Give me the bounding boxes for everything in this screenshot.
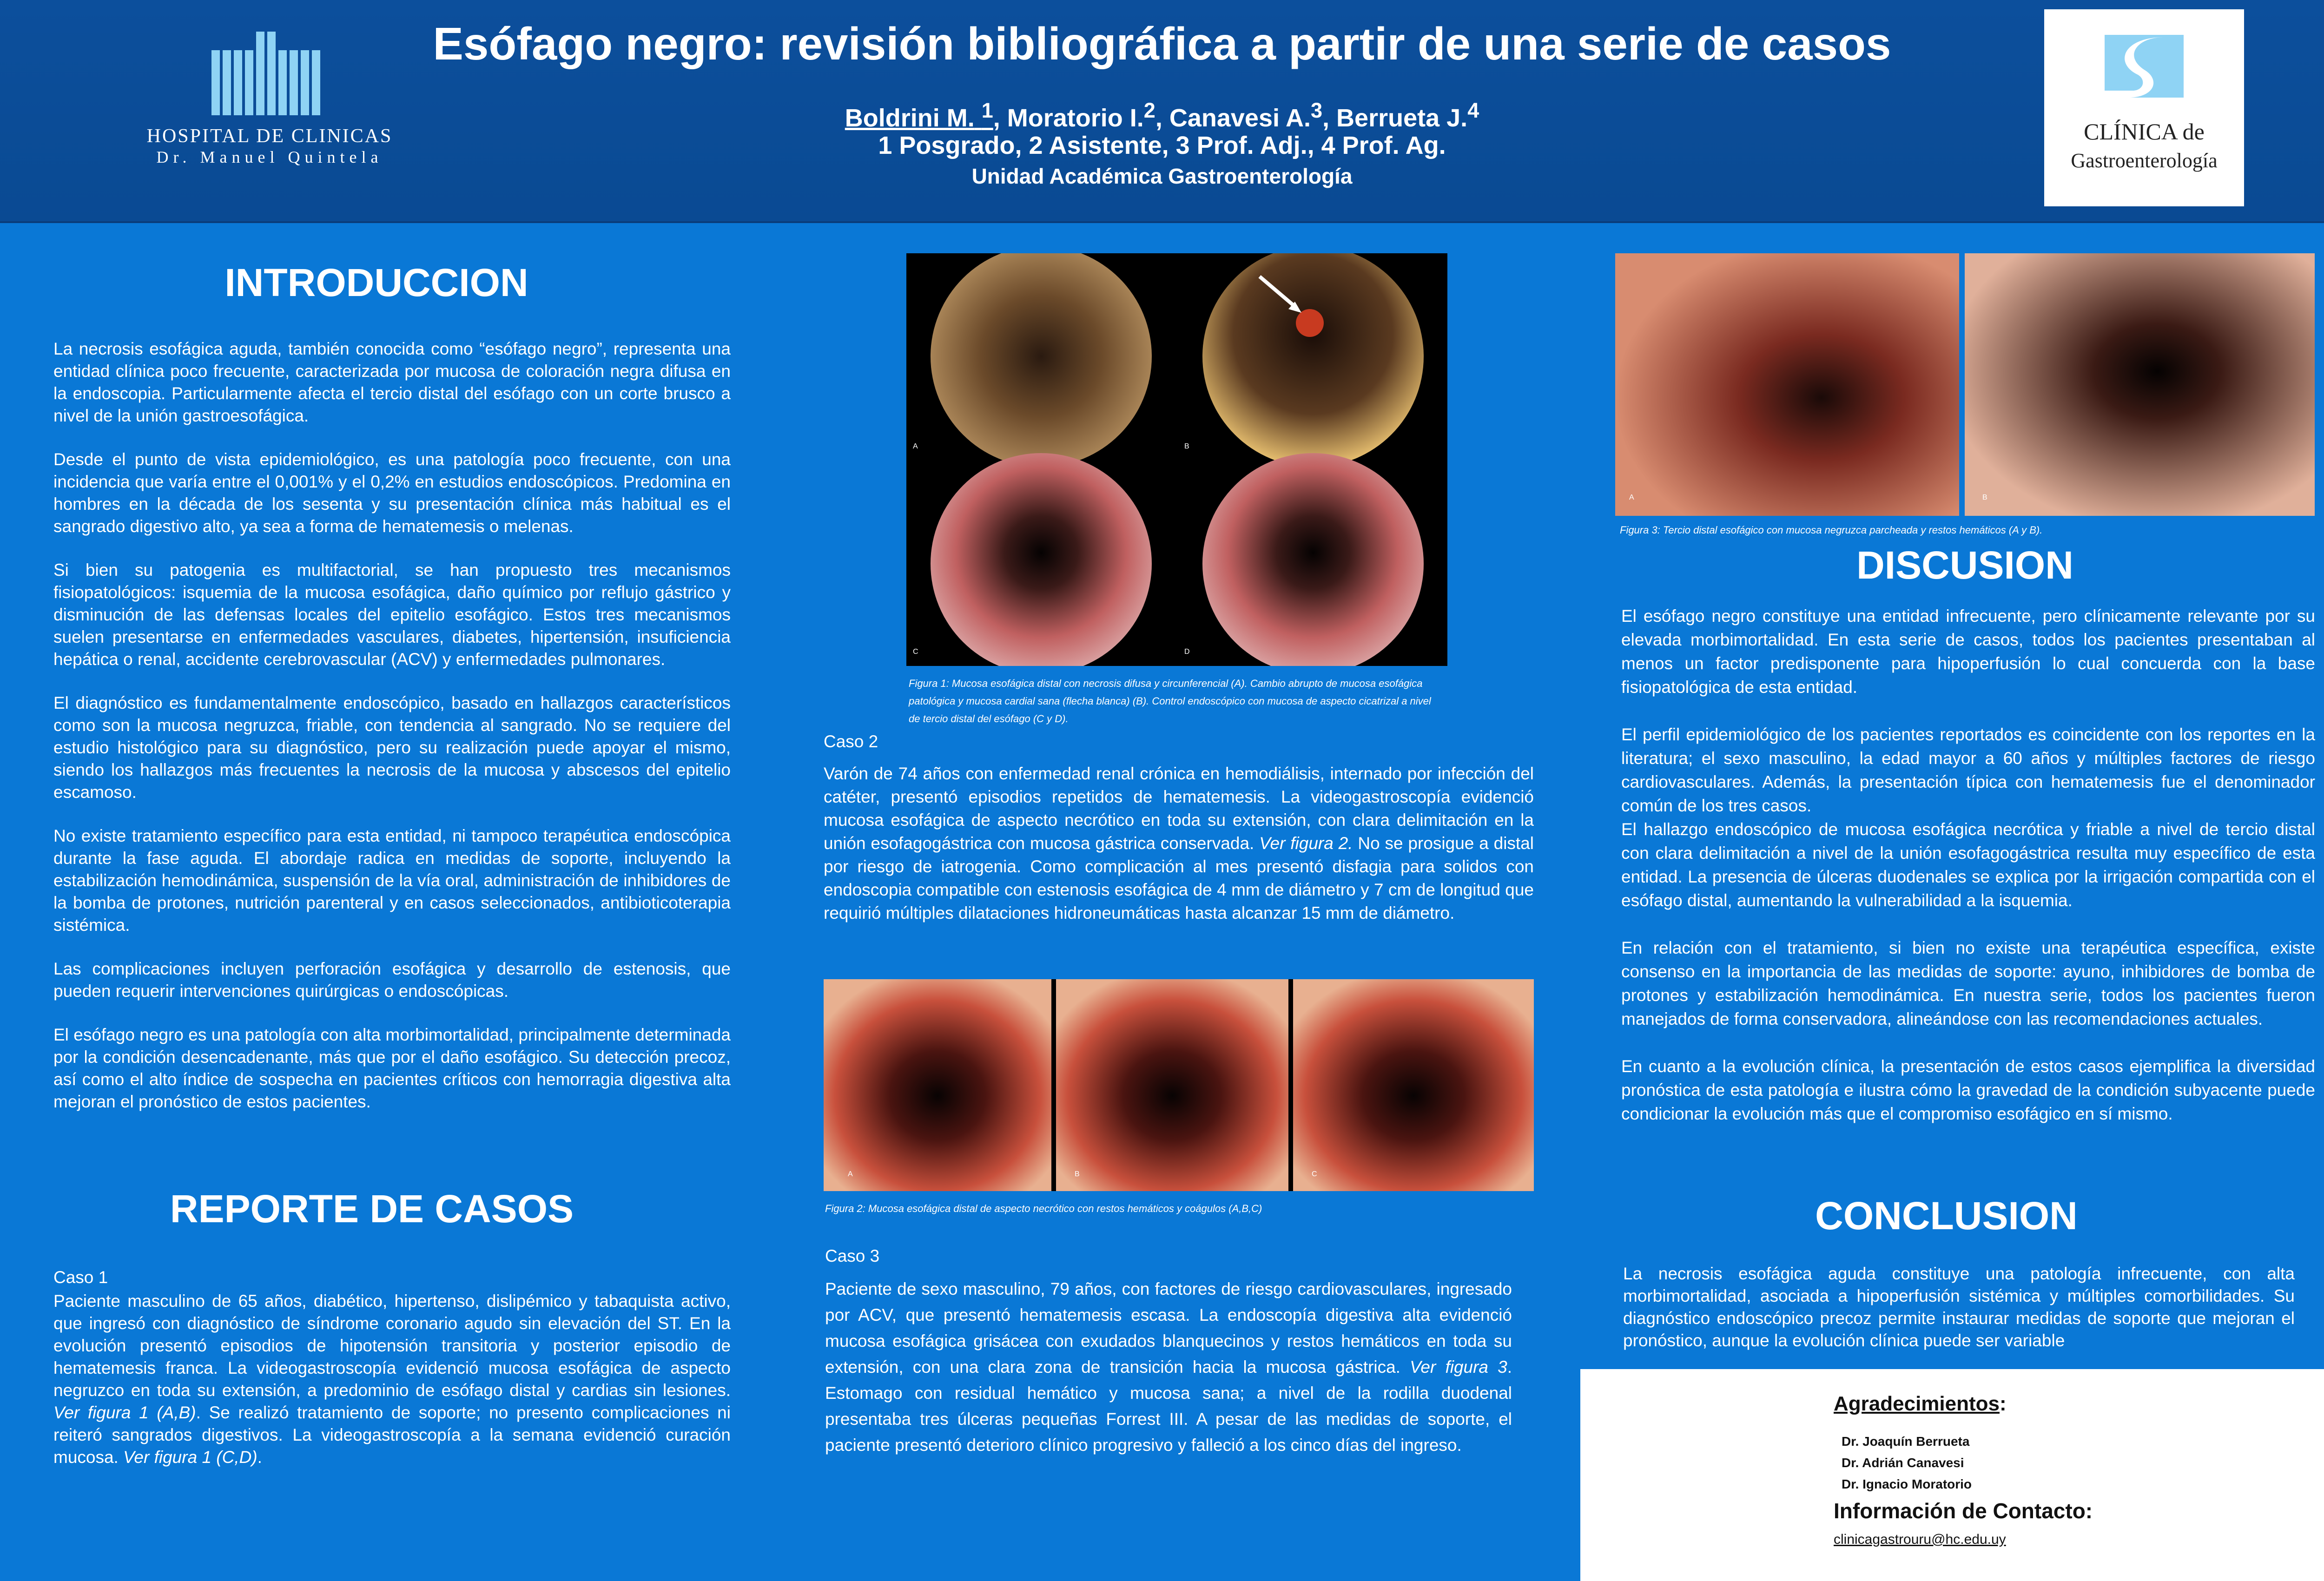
contact-title: Información de Contacto:: [1834, 1499, 2093, 1523]
clinic-logo: [2044, 9, 2244, 206]
author-roles: 1 Posgrado, 2 Asistente, 3 Prof. Adj., 4 Prof. Ag.: [878, 132, 1446, 159]
academic-unit: Unidad Académica Gastroenterología: [971, 164, 1353, 188]
cases-heading: REPORTE DE CASOS: [170, 1187, 574, 1231]
intro-paragraph: Las complicaciones incluyen perforación esofágica y desarrollo de estenosis, que pueden requerir intervenciones quirúrgicas o endoscópicas.: [53, 959, 731, 1001]
figure-2-panel-label: A: [848, 1170, 853, 1178]
case2-label: Caso 2: [824, 732, 878, 751]
intro-heading: INTRODUCCION: [224, 261, 528, 304]
figure-2-caption: Figura 2: Mucosa esofágica distal de aspecto necrótico con restos hemáticos y coágulos (A,B,C): [825, 1203, 1262, 1214]
clinic-logo-line2: Gastroenterología: [2071, 149, 2218, 172]
figure-1-panel-label: D: [1184, 648, 1190, 656]
case1-text: Paciente masculino de 65 años, diabético, hipertenso, dislipémico y tabaquista activo, que ingresó con diagnóstico de síndrome coronario agudo sin elevación del ST. En la evolución presentó episodios de hipotensión transitoria y posterior episodio de hematemesis franca. La videogastroscopía evidenció mucosa esofágica de aspecto negruzco en toda su extensión, a predominio de esófago distal y cardias sin lesiones. Ver figura 1 (A,B). Se realizó tratamiento de soporte; no presento complicaciones ni reiteró sangrados digestivos. La videogastroscopía a la semana evidenció curación mucosa. Ver figura 1 (C,D).: [53, 1291, 731, 1467]
author-3: Canavesi A.$^3$: [1169, 99, 1323, 132]
case3-text: Paciente de sexo masculino, 79 años, con factores de riesgo cardiovasculares, ingresado por ACV, que presentó hematemesis escasa. La endoscopía digestiva alta evidenció mucosa esofágica grisácea con exudados blanquecinos y restos hemáticos en toda su extensión, con una clara zona de transición hacia la mucosa gástrica. Ver figura 3. Estomago con residual hemático y mucosa sana; a nivel de la rodilla duodenal presentaba tres úlceras pequeñas Forrest III. A pesar de las medidas de soporte, el paciente presentó deterioro clínico progresivo y falleció a los cinco días del ingreso.: [825, 1279, 1512, 1455]
discussion-paragraph: En relación con el tratamiento, si bien no existe una terapéutica específica, existe consenso en la importancia de las medidas de soporte: ayuno, inhibidores de bomba de protones y estabilización hemodinámica. En nuestra serie, todos los pacientes fueron manejados de forma conservadora, alineándose con las recomendaciones actuales.: [1621, 938, 2315, 1028]
discussion-paragraph: El hallazgo endoscópico de mucosa esofágica necrótica y friable a nivel de tercio distal con clara delimitación a nivel de la unión esofagogástrica resulta muy específico de esta entidad. La presencia de úlceras duodenales se explica por la irrigación compartida con el esófago distal, aumentando la vulnerabilidad a la isquemia.: [1621, 820, 2315, 910]
case3-label: Caso 3: [825, 1246, 880, 1265]
discussion-paragraph: El esófago negro constituye una entidad infrecuente, pero clínicamente relevante por su elevada morbimortalidad. En esta serie de casos, todos los pacientes presentaban al menos un factor predisponente para hipoperfusión lo cual concuerda con la base fisiopatológica de esta entidad.: [1621, 606, 2315, 697]
acknowledgement-name: Dr. Adrián Canavesi: [1842, 1456, 1964, 1470]
case1-figure-ref-2: Ver figura 1 (C,D): [123, 1448, 257, 1467]
case2-figure-ref: Ver figura 2.: [1259, 834, 1353, 853]
discussion-text: [1621, 604, 2315, 1126]
figure-3-caption: Figura 3: Tercio distal esofágico con mucosa negruzca parcheada y restos hemáticos (A y B).: [1620, 524, 2043, 536]
figure-2-panel-label: C: [1312, 1170, 1317, 1178]
clinic-logo-line1: CLÍNICA de: [2084, 119, 2205, 145]
acknowledgements-title: Agradecimientos:: [1834, 1392, 2007, 1415]
acknowledgements-box: [1580, 1369, 2324, 1581]
figure-1-panel-label: C: [913, 648, 918, 656]
acknowledgement-name: Dr. Joaquín Berrueta: [1842, 1434, 1970, 1449]
figure-3: [1615, 253, 2315, 516]
acknowledgement-name: Dr. Ignacio Moratorio: [1842, 1477, 1972, 1491]
intro-paragraph: Si bien su patogenia es multifactorial, se han propuesto tres mecanismos fisiopatológicos: isquemia de la mucosa esofágica, daño químico por reflujo gástrico y disminución de las defensas locales del epitelio esofágico. Estos tres mecanismos suelen presentarse en enfermedades vasculares, diabetes, hipertensión, insuficiencia hepática o renal, accidente cerebrovascular (ACV) y enfermedades pulmonares.: [53, 560, 731, 669]
intro-paragraph: No existe tratamiento específico para esta entidad, ni tampoco terapéutica endoscópica durante la fase aguda. El abordaje radica en medidas de soporte, incluyendo la estabilización hemodinámica, suspensión de la vía oral, administración de inhibidores de la bomba de protones, nutrición parenteral y en casos seleccionados, antibioticoterapia sistémica.: [53, 826, 731, 935]
discussion-paragraph: En cuanto a la evolución clínica, la presentación de estos casos ejemplifica la diversidad pronóstica de esta patología e ilustra cómo la gravedad de la condición subyacente puede condicionar la evolución más que el compromiso esofágico en sí mismo.: [1621, 1057, 2315, 1123]
figure-3-panel-label: A: [1629, 494, 1634, 501]
figure-1-caption: Figura 1: Mucosa esofágica distal con necrosis difusa y circunferencial (A). Cambio abrupto de mucosa esofágica patológica y mucosa cardial sana (flecha blanca) (B). Control endoscópico con mucosa de aspecto cicatrizal a nivel de tercio distal del esófago (C y D).: [909, 678, 1431, 725]
figure-1-panel-label: A: [913, 442, 918, 450]
author-list: Boldrini M. $^1$, Moratorio I.$^2$, Canavesi A.$^3$, Berrueta J.$^4$: [845, 99, 1479, 132]
conclusion-text: La necrosis esofágica aguda constituye una patología infrecuente, con alta morbimortalidad, asociada a hipoperfusión sistémica y múltiples comorbilidades. Su diagnóstico endoscópico precoz permite instaurar medidas de soporte que mejoran el pronóstico, aunque la evolución clínica puede ser variable: [1623, 1264, 2295, 1350]
figure-2-panel-label: B: [1075, 1170, 1080, 1178]
intro-paragraph: La necrosis esofágica aguda, también conocida como “esófago negro”, representa una entidad clínica poco frecuente, caracterizada por mucosa de coloración negra difusa en la endoscopia. Particularmente afecta el tercio distal del esófago con un corte brusco a nivel de la unión gastroesofágica.: [53, 339, 731, 425]
case1-label: Caso 1: [53, 1268, 108, 1287]
case2-text: Varón de 74 años con enfermedad renal crónica en hemodiálisis, internado por infección del catéter, presentó episodios repetidos de hematemesis. La videogastroscopía evidenció mucosa esofágica de aspecto necrótico en toda su extensión, con clara delimitación en la unión esofagogástrica con mucosa gástrica conservada. Ver figura 2. No se prosigue a distal por riesgo de iatrogenia. Como complicación al mes presentó disfagia para solidos con endoscopia compatible con estenosis esofágica de 4 mm de diámetro y 7 cm de longitud que requirió múltiples dilataciones hidroneumáticas hasta alcanzar 15 mm de diámetro.: [824, 764, 1534, 922]
poster-header: [0, 0, 2324, 223]
figure-1: [906, 253, 1447, 666]
hospital-logo-line2: Dr. Manuel Quintela: [156, 148, 383, 166]
discussion-paragraph: El perfil epidemiológico de los pacientes reportados es coincidente con los reportes en la literatura; el sexo masculino, la edad mayor a 60 años y múltiples factores de riesgo cardiovasculares. Además, la presentación típica con hematemesis fue el denominador común de los tres casos.: [1621, 725, 2315, 815]
case3-figure-ref: Ver figura 3: [1410, 1357, 1507, 1377]
intro-paragraph: El diagnóstico es fundamentalmente endoscópico, basado en hallazgos característicos como son la mucosa negruzca, friable, con tendencia al sangrado. No se requiere del estudio histológico para su diagnóstico, pero su realización puede apoyar el mismo, siendo los hallazgos más frecuentes la necrosis de la mucosa y abscesos del epitelio escamoso.: [53, 693, 731, 802]
figure-2: [824, 979, 1534, 1191]
discussion-heading: DISCUSION: [1856, 543, 2073, 587]
case1-figure-ref-1: Ver figura 1 (A,B): [53, 1403, 196, 1422]
author-2: Moratorio I.$^2$: [1007, 99, 1155, 132]
figure-1-panel-label: B: [1184, 442, 1189, 450]
intro-text: [53, 338, 731, 1113]
intro-paragraph: El esófago negro es una patología con alta morbimortalidad, principalmente determinada por la condición desencadenante, más que por el daño esofágico. Su detección precoz, así como el alto índice de sospecha en pacientes críticos con hemorragia digestiva alta mejoran el pronóstico de estos pacientes.: [53, 1025, 731, 1111]
figure-3-panel-label: B: [1982, 494, 1987, 501]
contact-email-link[interactable]: clinicagastrouru@hc.edu.uy: [1834, 1532, 2006, 1547]
poster-title: Esófago negro: revisión bibliográfica a partir de una serie de casos: [433, 18, 1891, 69]
hospital-logo-line1: HOSPITAL DE CLINICAS: [146, 125, 393, 147]
conclusion-heading: CONCLUSION: [1815, 1194, 2078, 1238]
hospital-logo: [119, 32, 421, 171]
author-4: Berrueta J.$^4$: [1336, 99, 1479, 132]
intro-paragraph: Desde el punto de vista epidemiológico, es una patología poco frecuente, con una incidencia que varía entre el 0,001% y el 0,2% en estudios endoscópicos. Predomina en hombres en la década de los sesenta y su presentación clínica más habitual es el sangrado digestivo alto, ya sea a forma de hematemesis o melenas.: [53, 450, 731, 536]
author-1: Boldrini M. $^1$: [845, 99, 993, 132]
